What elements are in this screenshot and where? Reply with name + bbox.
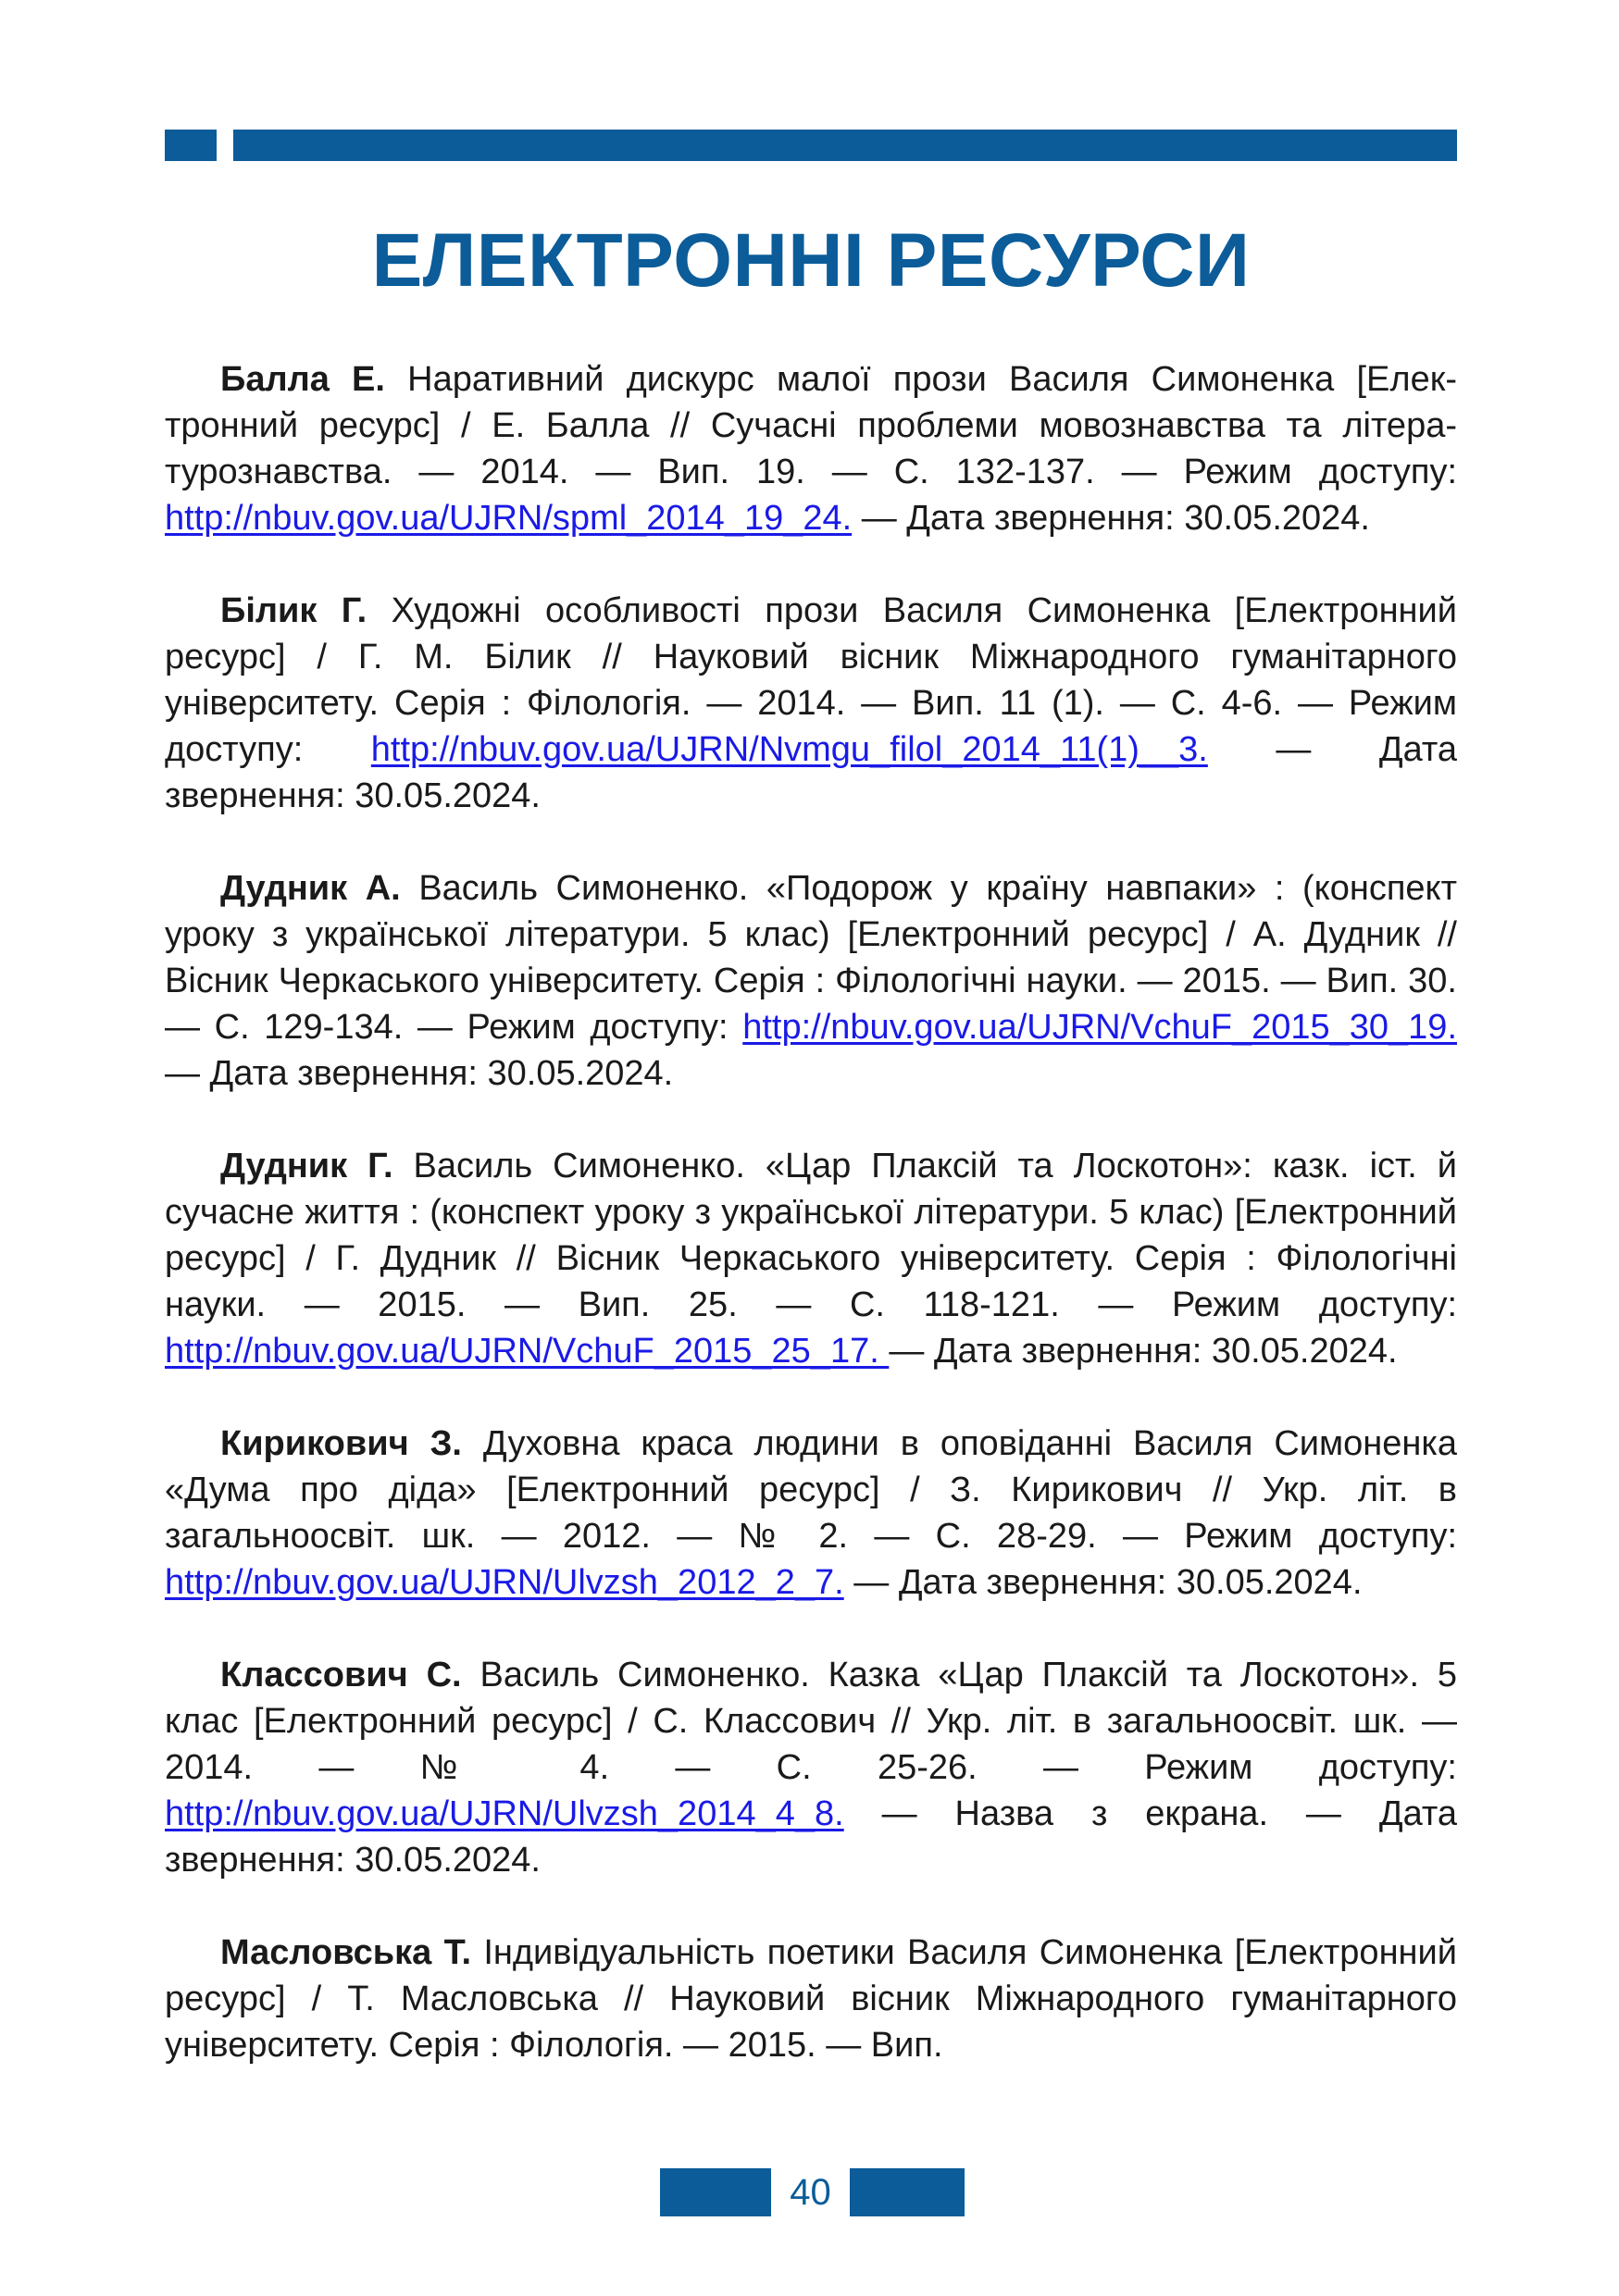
entry-author: Дудник А. bbox=[220, 869, 401, 908]
bibliography-entry bbox=[165, 1652, 1457, 1883]
page-title: ЕЛЕКТРОННІ РЕСУРСИ bbox=[371, 218, 1251, 303]
entry-link[interactable]: http://nbuv.gov.ua/UJRN/Ulvzsh_2014_4_8. bbox=[165, 1794, 844, 1833]
header-accent-bar-left bbox=[165, 130, 217, 161]
entry-text: Наративний дискурс малої прози Василя Симоненка [Електронний ресурс] / Е. Балла // Сучасні проблеми мовознавства та літературознавства. — 2014. — Вип. 19. — С. 132-137. — Режим доступу: bbox=[165, 360, 1457, 491]
entry-author: Білик Г. bbox=[220, 591, 367, 630]
entry-text: Індивідуальність поетики Василя Симоненка [Електронний ресурс] / Т. Масловська // Науковий вісник Міжнародного гуманітарного університету. Серія : Філологія. — 2015. — Вип. bbox=[165, 1933, 1457, 2065]
entry-author: Дудник Г. bbox=[220, 1147, 393, 1185]
entry-text: Духовна краса людини в оповіданні Василя Симоненка «Дума про діда» [Електронний ресурс] / З. Кирикович // Укр. літ. в загальноосвіт. шк. — 2012. — № 2. — С. 28-29. — Режим доступу: bbox=[165, 1424, 1457, 1556]
entry-access-date: — Дата звернення: 30.05.2024. bbox=[852, 499, 1370, 538]
entry-author: Балла Е. bbox=[220, 360, 385, 399]
entry-text: Василь Симоненко. «Цар Плаксій та Лоскотон»: казк. іст. й сучасне життя : (конспект уроку з української літератури. 5 клас) [Електронний ресурс] / Г. Дудник // Вісник Черкаського університету. Серія : Філологічні науки. — 2015. — Вип. 25. — С. 118-121. — Режим доступу: bbox=[165, 1147, 1457, 1324]
entry-text: Василь Симоненко. Казка «Цар Плаксій та Лоскотон». 5 клас [Електронний ресурс] / С. Классович // Укр. літ. в загальноосвіт. шк. — 2014. — № 4. — С. 25-26. — Режим доступу: bbox=[165, 1656, 1457, 1787]
bibliography-entry bbox=[165, 1421, 1457, 1606]
entry-text: Василь Симоненко. «Подорож у країну навпаки» : (конспект уроку з української літератури. 5 клас) [Електронний ресурс] / А. Дудник // Вісник Черкаського університету. Серія : Філологічні науки. — 2015. — Вип. 30. — С. 129-134. — Режим доступу: bbox=[165, 869, 1458, 1047]
page-number: 40 bbox=[790, 2172, 831, 2213]
bibliography-entry bbox=[165, 356, 1457, 541]
entry-link[interactable]: http://nbuv.gov.ua/UJRN/VchuF_2015_25_17. bbox=[165, 1332, 890, 1371]
entry-link[interactable]: http://nbuv.gov.ua/UJRN/Nvmgu_filol_2014_11(1)__3. bbox=[370, 730, 1208, 769]
bibliography-entry bbox=[165, 588, 1457, 819]
entry-link[interactable]: http://nbuv.gov.ua/UJRN/spml_2014_19_24. bbox=[165, 499, 853, 538]
entry-access-date: — Дата звернення: 30.05.2024. bbox=[165, 730, 1457, 815]
header-accent-bar-right bbox=[233, 130, 1457, 161]
entry-access-date: — Дата звернення: 30.05.2024. bbox=[165, 1054, 674, 1093]
bibliography-entry bbox=[165, 1930, 1457, 2068]
entry-author: Кирикович З. bbox=[220, 1424, 462, 1463]
entry-access-date: — Дата звернення: 30.05.2024. bbox=[889, 1332, 1398, 1371]
entry-author: Классович С. bbox=[220, 1656, 462, 1694]
bibliography-entry bbox=[165, 865, 1457, 1097]
bibliography-list bbox=[165, 356, 1457, 2115]
entry-link[interactable]: http://nbuv.gov.ua/UJRN/Ulvzsh_2012_2_7. bbox=[165, 1563, 844, 1602]
entry-link[interactable]: http://nbuv.gov.ua/UJRN/VchuF_2015_30_19. bbox=[742, 1008, 1457, 1047]
bibliography-entry bbox=[165, 1143, 1457, 1374]
entry-access-date: — Дата звернення: 30.05.2024. bbox=[843, 1563, 1363, 1602]
entry-author: Масловська Т. bbox=[220, 1933, 472, 1972]
footer-accent-bar-left bbox=[660, 2168, 771, 2216]
entry-access-date: — Назва з екрана. — Дата звернення: 30.05.2024. bbox=[165, 1794, 1457, 1880]
footer-accent-bar-right bbox=[850, 2168, 965, 2216]
entry-text: Художні особливості прози Василя Симоненка [Електронний ресурс] / Г. М. Білик // Науковий вісник Міжнародного гуманітарного університету. Серія : Філологія. — 2014. — Вип. 11 (1). — С. 4-6. — Режим доступу: bbox=[165, 591, 1457, 769]
